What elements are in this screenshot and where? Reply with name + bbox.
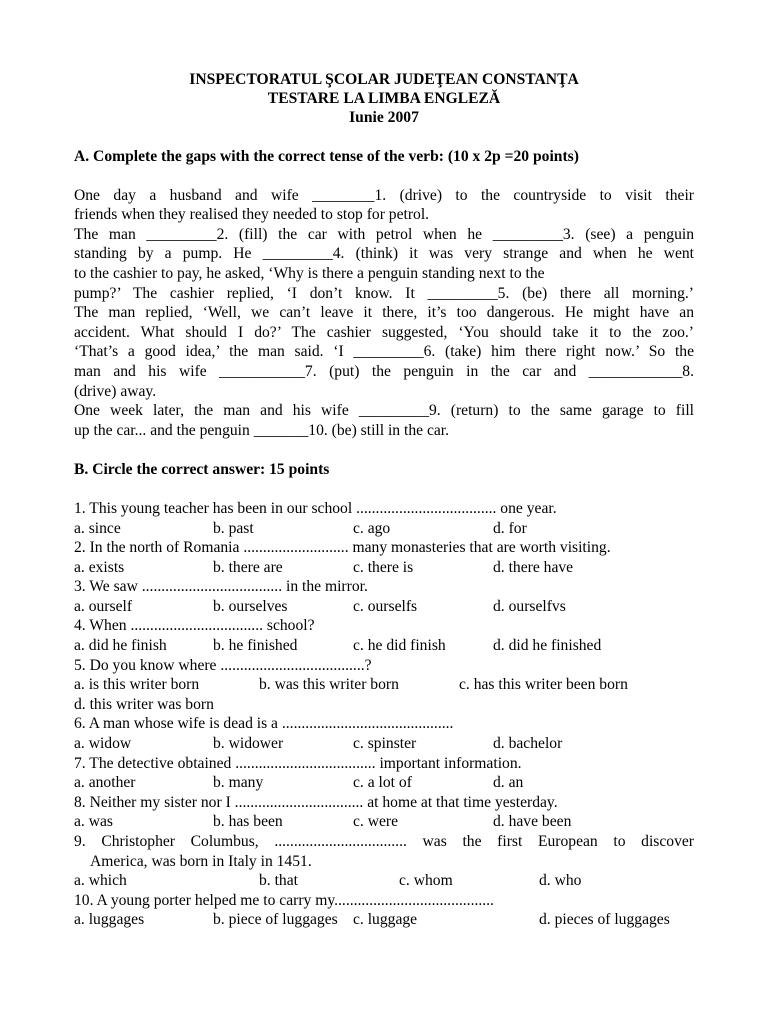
- text-line: (drive) away.: [74, 382, 157, 400]
- option-d[interactable]: d. pieces of luggages: [539, 911, 670, 929]
- option-b[interactable]: b. ourselves: [213, 597, 288, 615]
- question-8: [74, 793, 694, 832]
- option-a[interactable]: a. since: [74, 519, 121, 537]
- question-7: [74, 754, 694, 793]
- option-b[interactable]: b. many: [213, 774, 264, 792]
- option-a[interactable]: a. is this writer born: [74, 676, 200, 694]
- option-a[interactable]: a. ourself: [74, 597, 133, 615]
- text-line: The man _________2. (fill) the car with petrol when he _________3. (see) a penguin: [74, 225, 694, 243]
- header-institution: INSPECTORATUL ŞCOLAR JUDEŢEAN CONSTANŢA: [189, 71, 579, 88]
- answer-options: [74, 636, 694, 656]
- question-text: 6. A man whose wife is dead is a ............................................: [74, 715, 454, 733]
- question-text: 4. When .................................. school?: [74, 617, 315, 635]
- option-d[interactable]: d. this writer was born: [74, 695, 214, 713]
- option-b[interactable]: b. piece of luggages: [213, 911, 338, 929]
- option-d[interactable]: d. there have: [493, 558, 574, 576]
- section-a-title: A. Complete the gaps with the correct tense of the verb: (10 x 2p =20 points): [74, 148, 579, 165]
- option-d[interactable]: d. ourselfvs: [493, 597, 566, 615]
- question-text: 10. A young porter helped me to carry my.........................................: [74, 891, 494, 909]
- section-b-questions: [74, 499, 694, 930]
- answer-options: [74, 812, 694, 832]
- question-text: 7. The detective obtained .................................... important information.: [74, 754, 522, 772]
- option-a[interactable]: a. exists: [74, 558, 125, 576]
- section-a-text: [74, 186, 694, 441]
- option-b[interactable]: b. that: [259, 872, 298, 890]
- question-10: [74, 891, 694, 930]
- answer-options: [74, 519, 694, 539]
- answer-options: [74, 558, 694, 578]
- question-5: [74, 656, 694, 715]
- answer-options: [74, 871, 694, 891]
- question-text-continuation: America, was born in Italy in 1451.: [90, 852, 312, 870]
- text-line: pump?’ The cashier replied, ‘I don’t know. It _________5. (be) there all morning.’: [74, 284, 694, 302]
- option-d[interactable]: d. have been: [493, 813, 572, 831]
- text-line: man and his wife ___________7. (put) the penguin in the car and ____________8.: [74, 362, 694, 380]
- text-line: to the cashier to pay, he asked, ‘Why is there a penguin standing next to the: [74, 264, 545, 282]
- option-c[interactable]: c. ago: [353, 519, 391, 537]
- option-a[interactable]: a. luggages: [74, 911, 145, 929]
- text-line: standing by a pump. He _________4. (think) it was very strange and when he went: [74, 245, 694, 263]
- question-9: [74, 832, 694, 891]
- text-line: friends when they realised they needed to stop for petrol.: [74, 206, 430, 224]
- section-b-title: B. Circle the correct answer: 15 points: [74, 461, 330, 479]
- answer-options: [74, 734, 694, 754]
- option-a[interactable]: a. widow: [74, 735, 132, 753]
- text-line: ‘That’s a good idea,’ the man said. ‘I _________6. (take) him there right now.’ So the: [74, 343, 694, 361]
- option-a[interactable]: a. did he finish: [74, 637, 167, 655]
- option-b[interactable]: b. there are: [213, 558, 283, 576]
- question-2: [74, 538, 694, 577]
- option-a[interactable]: a. was: [74, 813, 113, 831]
- option-d[interactable]: d. an: [493, 774, 524, 792]
- question-1: [74, 499, 694, 538]
- option-c[interactable]: c. ourselfs: [353, 597, 418, 615]
- question-text: 5. Do you know where .....................................?: [74, 656, 372, 674]
- option-c[interactable]: c. were: [353, 813, 399, 831]
- option-c[interactable]: c. has this writer been born: [459, 676, 628, 694]
- answer-options: [74, 597, 694, 617]
- question-text: 2. In the north of Romania ........................... many monasteries that are worth visiting.: [74, 539, 611, 557]
- document-header: [74, 70, 694, 127]
- option-b[interactable]: b. was this writer born: [259, 676, 399, 694]
- question-4: [74, 616, 694, 655]
- header-test-title: TESTARE LA LIMBA ENGLEZĂ: [267, 90, 501, 107]
- question-6: [74, 714, 694, 753]
- answer-options: [74, 773, 694, 793]
- question-3: [74, 577, 694, 616]
- question-text: 3. We saw .................................... in the mirror.: [74, 578, 368, 596]
- option-b[interactable]: b. has been: [213, 813, 283, 831]
- option-c[interactable]: c. a lot of: [353, 774, 412, 792]
- question-text: 1. This young teacher has been in our school .................................... one year.: [74, 499, 557, 517]
- answer-options: [74, 675, 694, 695]
- option-a[interactable]: a. another: [74, 774, 136, 792]
- header-date: Iunie 2007: [349, 109, 419, 126]
- text-line: accident. What should I do?’ The cashier suggested, ‘You should take it to the zoo.’: [74, 323, 694, 341]
- option-d[interactable]: d. did he finished: [493, 637, 602, 655]
- text-line: The man replied, ‘Well, we can’t leave it there, it’s too dangerous. He might have an: [74, 304, 694, 322]
- text-line: One week later, the man and his wife _________9. (return) to the same garage to fill: [74, 402, 694, 420]
- option-b[interactable]: b. past: [213, 519, 254, 537]
- option-a[interactable]: a. which: [74, 872, 127, 890]
- worksheet-page: [74, 70, 694, 930]
- option-c[interactable]: c. there is: [353, 558, 414, 576]
- option-d[interactable]: d. who: [539, 872, 582, 890]
- option-d[interactable]: d. bachelor: [493, 735, 563, 753]
- option-c[interactable]: c. whom: [399, 872, 453, 890]
- option-b[interactable]: b. he finished: [213, 637, 298, 655]
- option-b[interactable]: b. widower: [213, 735, 284, 753]
- option-c[interactable]: c. spinster: [353, 735, 417, 753]
- answer-options-extra: [74, 695, 694, 715]
- text-line: One day a husband and wife ________1. (drive) to the countryside to visit their: [74, 186, 694, 204]
- option-d[interactable]: d. for: [493, 519, 527, 537]
- question-text: 9. Christopher Columbus, .................................. was the first European to discover: [74, 833, 694, 850]
- answer-options: [74, 910, 694, 930]
- text-line: up the car... and the penguin _______10. (be) still in the car.: [74, 421, 450, 439]
- option-c[interactable]: c. he did finish: [353, 637, 446, 655]
- option-c[interactable]: c. luggage: [353, 911, 418, 929]
- question-text: 8. Neither my sister nor I ................................. at home at that time yesterday.: [74, 793, 558, 811]
